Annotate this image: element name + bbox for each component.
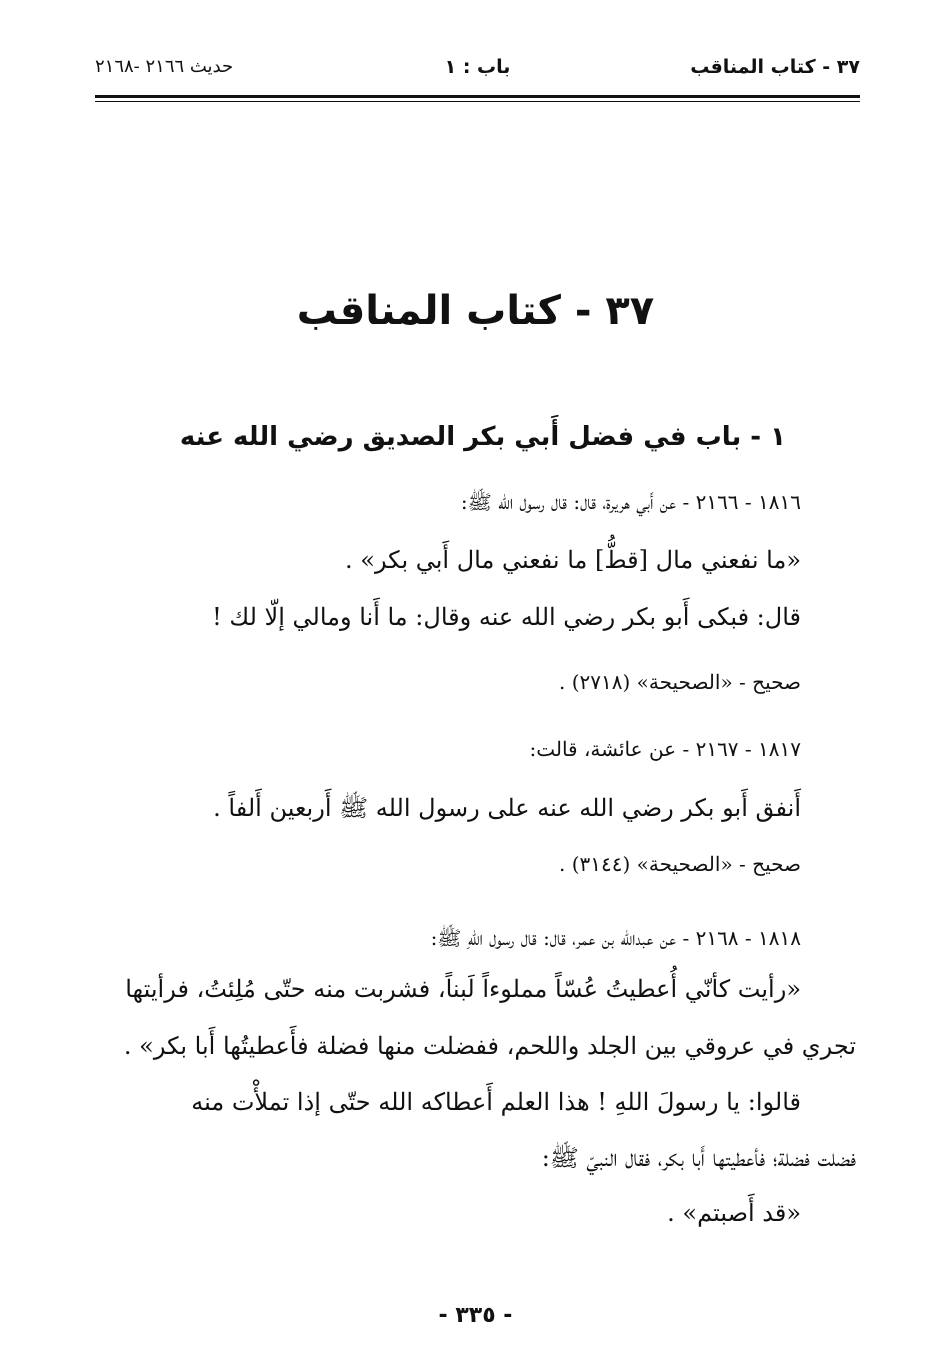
header-rule-thin <box>95 101 860 102</box>
hadith-2-text-line-1: أَنفق أَبو بكر رضي الله عنه على رسول الله ﷺ أَربعين أَلفاً . <box>213 794 801 822</box>
chapter-heading: ١ - باب في فضل أَبي بكر الصديق رضي الله عنه <box>179 422 786 452</box>
hadith-2-intro: ١٨١٧ - ٢١٦٧ - عن عائشة، قالت: <box>529 737 801 761</box>
hadith-3-text-line-4: فضلت فضلة؛ فأعطيتها أَبا بكر، فقال النبيّ ﷺ: <box>541 1144 856 1172</box>
hadith-2-grade: صحيح - «الصحيحة» (٣١٤٤) . <box>558 852 801 876</box>
page-number: - ٣٣٥ - <box>438 1303 513 1328</box>
header-chapter: باب : ١ <box>444 56 511 78</box>
header-book-title: ٣٧ - كتاب المناقب <box>690 56 860 78</box>
hadith-1-intro: ١٨١٦ - ٢١٦٦ - عن أَبي هريرة، قال: قال رسول الله ﷺ: <box>460 490 801 514</box>
hadith-3-intro: ١٨١٨ - ٢١٦٨ - عن عبدالله بن عمر، قال: قال رسول اللهِ ﷺ: <box>430 926 801 950</box>
hadith-3-text-line-3: قالوا: يا رسولَ اللهِ ! هذا العلم أَعطاكه الله حتّى إذا تملأْت منه <box>191 1088 801 1116</box>
hadith-3-text-line-1: «رأيت كأنّي أُعطيتُ عُسّاً مملوءاً لَبناً، فشربت منه حتّى مُلِئتُ، فرأيتها <box>125 975 801 1003</box>
hadith-1-text-line-1: «ما نفعني مال [قطُّ] ما نفعني مال أَبي بكر» . <box>345 546 801 574</box>
header-rule-thick <box>95 95 860 98</box>
book-title: ٣٧ - كتاب المناقب <box>296 288 655 334</box>
hadith-3-text-line-2: تجري في عروقي بين الجلد واللحم، ففضلت منها فضلة فأَعطيتُها أَبا بكر» . <box>123 1032 856 1060</box>
hadith-3-text-line-5: «قد أَصبتم» . <box>667 1199 801 1227</box>
hadith-1-text-line-2: قال: فبكى أَبو بكر رضي الله عنه وقال: ما أَنا ومالي إلّا لك ! <box>212 603 801 631</box>
hadith-1-grade: صحيح - «الصحيحة» (٢٧١٨) . <box>558 670 801 694</box>
running-header <box>95 52 860 88</box>
header-hadith-range: حديث ٢١٦٦ -٢١٦٨ <box>95 56 234 77</box>
